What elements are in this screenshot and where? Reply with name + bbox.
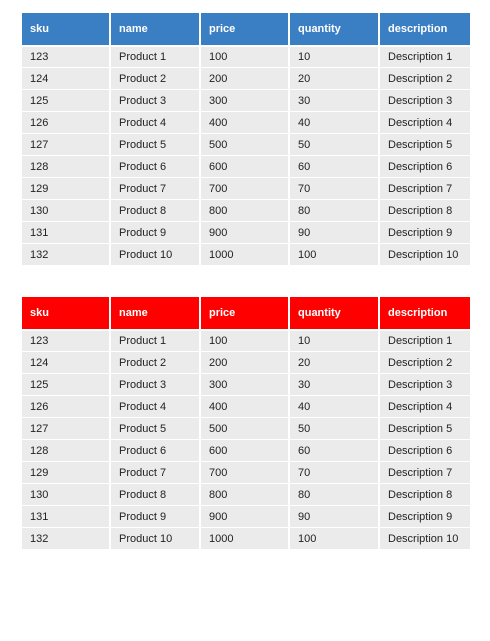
cell-price: 500 (201, 417, 290, 439)
cell-description: Description 6 (380, 155, 470, 177)
cell-sku: 124 (22, 67, 111, 89)
cell-description: Description 2 (380, 67, 470, 89)
table-row (22, 67, 470, 89)
cell-sku: 128 (22, 439, 111, 461)
cell-description: Description 10 (380, 243, 470, 265)
product-table-red (22, 297, 470, 549)
cell-price: 100 (201, 45, 290, 67)
cell-quantity: 30 (290, 373, 380, 395)
cell-description: Description 6 (380, 439, 470, 461)
cell-sku: 129 (22, 461, 111, 483)
cell-sku: 126 (22, 395, 111, 417)
cell-name: Product 3 (111, 89, 201, 111)
column-header-name: name (111, 13, 201, 45)
cell-name: Product 10 (111, 243, 201, 265)
table-row (22, 395, 470, 417)
cell-price: 800 (201, 483, 290, 505)
cell-quantity: 70 (290, 461, 380, 483)
column-header-quantity: quantity (290, 297, 380, 329)
cell-sku: 127 (22, 417, 111, 439)
table-row (22, 373, 470, 395)
cell-description: Description 1 (380, 45, 470, 67)
table-row (22, 177, 470, 199)
cell-quantity: 60 (290, 439, 380, 461)
cell-quantity: 90 (290, 505, 380, 527)
cell-name: Product 9 (111, 221, 201, 243)
table-row (22, 329, 470, 351)
cell-quantity: 80 (290, 483, 380, 505)
cell-sku: 129 (22, 177, 111, 199)
column-header-sku: sku (22, 13, 111, 45)
cell-name: Product 10 (111, 527, 201, 549)
cell-description: Description 5 (380, 133, 470, 155)
cell-description: Description 8 (380, 199, 470, 221)
column-header-sku: sku (22, 297, 111, 329)
table-row (22, 221, 470, 243)
cell-name: Product 2 (111, 67, 201, 89)
header-row (22, 297, 470, 329)
cell-quantity: 100 (290, 243, 380, 265)
cell-description: Description 2 (380, 351, 470, 373)
cell-name: Product 1 (111, 329, 201, 351)
table-row (22, 155, 470, 177)
table-row (22, 483, 470, 505)
column-header-description: description (380, 297, 470, 329)
cell-name: Product 4 (111, 395, 201, 417)
cell-price: 400 (201, 395, 290, 417)
cell-price: 500 (201, 133, 290, 155)
cell-description: Description 8 (380, 483, 470, 505)
cell-quantity: 50 (290, 133, 380, 155)
cell-description: Description 3 (380, 373, 470, 395)
cell-name: Product 9 (111, 505, 201, 527)
cell-price: 900 (201, 221, 290, 243)
table-row (22, 243, 470, 265)
table-body (22, 329, 470, 549)
cell-sku: 125 (22, 89, 111, 111)
cell-name: Product 3 (111, 373, 201, 395)
cell-name: Product 4 (111, 111, 201, 133)
cell-description: Description 7 (380, 461, 470, 483)
cell-price: 300 (201, 373, 290, 395)
cell-description: Description 4 (380, 395, 470, 417)
table-header (22, 297, 470, 329)
cell-name: Product 6 (111, 439, 201, 461)
cell-sku: 124 (22, 351, 111, 373)
cell-name: Product 2 (111, 351, 201, 373)
cell-description: Description 3 (380, 89, 470, 111)
cell-quantity: 40 (290, 395, 380, 417)
cell-quantity: 50 (290, 417, 380, 439)
table-row (22, 527, 470, 549)
cell-price: 700 (201, 461, 290, 483)
product-table-blue (22, 13, 470, 265)
cell-sku: 125 (22, 373, 111, 395)
table-row (22, 461, 470, 483)
cell-name: Product 6 (111, 155, 201, 177)
cell-price: 100 (201, 329, 290, 351)
cell-sku: 132 (22, 527, 111, 549)
column-header-price: price (201, 13, 290, 45)
cell-price: 600 (201, 155, 290, 177)
cell-sku: 131 (22, 505, 111, 527)
cell-sku: 123 (22, 45, 111, 67)
cell-price: 800 (201, 199, 290, 221)
cell-price: 300 (201, 89, 290, 111)
table-body (22, 45, 470, 265)
table-row (22, 199, 470, 221)
cell-name: Product 5 (111, 133, 201, 155)
column-header-price: price (201, 297, 290, 329)
column-header-name: name (111, 297, 201, 329)
table-row (22, 417, 470, 439)
column-header-quantity: quantity (290, 13, 380, 45)
cell-price: 900 (201, 505, 290, 527)
cell-sku: 130 (22, 483, 111, 505)
cell-name: Product 1 (111, 45, 201, 67)
cell-description: Description 10 (380, 527, 470, 549)
cell-name: Product 7 (111, 177, 201, 199)
cell-quantity: 80 (290, 199, 380, 221)
table-row (22, 111, 470, 133)
cell-quantity: 40 (290, 111, 380, 133)
cell-price: 1000 (201, 527, 290, 549)
cell-sku: 126 (22, 111, 111, 133)
cell-quantity: 20 (290, 351, 380, 373)
column-header-description: description (380, 13, 470, 45)
cell-quantity: 10 (290, 329, 380, 351)
cell-description: Description 9 (380, 505, 470, 527)
cell-quantity: 10 (290, 45, 380, 67)
cell-description: Description 1 (380, 329, 470, 351)
cell-description: Description 9 (380, 221, 470, 243)
cell-name: Product 7 (111, 461, 201, 483)
table-row (22, 505, 470, 527)
cell-quantity: 70 (290, 177, 380, 199)
header-row (22, 13, 470, 45)
table-row (22, 45, 470, 67)
cell-sku: 128 (22, 155, 111, 177)
cell-price: 600 (201, 439, 290, 461)
cell-quantity: 60 (290, 155, 380, 177)
table-row (22, 133, 470, 155)
cell-description: Description 4 (380, 111, 470, 133)
table-row (22, 89, 470, 111)
cell-quantity: 20 (290, 67, 380, 89)
cell-quantity: 30 (290, 89, 380, 111)
cell-sku: 127 (22, 133, 111, 155)
cell-price: 700 (201, 177, 290, 199)
cell-price: 400 (201, 111, 290, 133)
cell-quantity: 100 (290, 527, 380, 549)
cell-price: 200 (201, 351, 290, 373)
table-header (22, 13, 470, 45)
cell-sku: 132 (22, 243, 111, 265)
cell-sku: 131 (22, 221, 111, 243)
cell-description: Description 5 (380, 417, 470, 439)
cell-price: 1000 (201, 243, 290, 265)
table-row (22, 351, 470, 373)
cell-name: Product 8 (111, 199, 201, 221)
cell-sku: 123 (22, 329, 111, 351)
cell-sku: 130 (22, 199, 111, 221)
cell-price: 200 (201, 67, 290, 89)
table-row (22, 439, 470, 461)
cell-quantity: 90 (290, 221, 380, 243)
cell-name: Product 8 (111, 483, 201, 505)
cell-name: Product 5 (111, 417, 201, 439)
cell-description: Description 7 (380, 177, 470, 199)
